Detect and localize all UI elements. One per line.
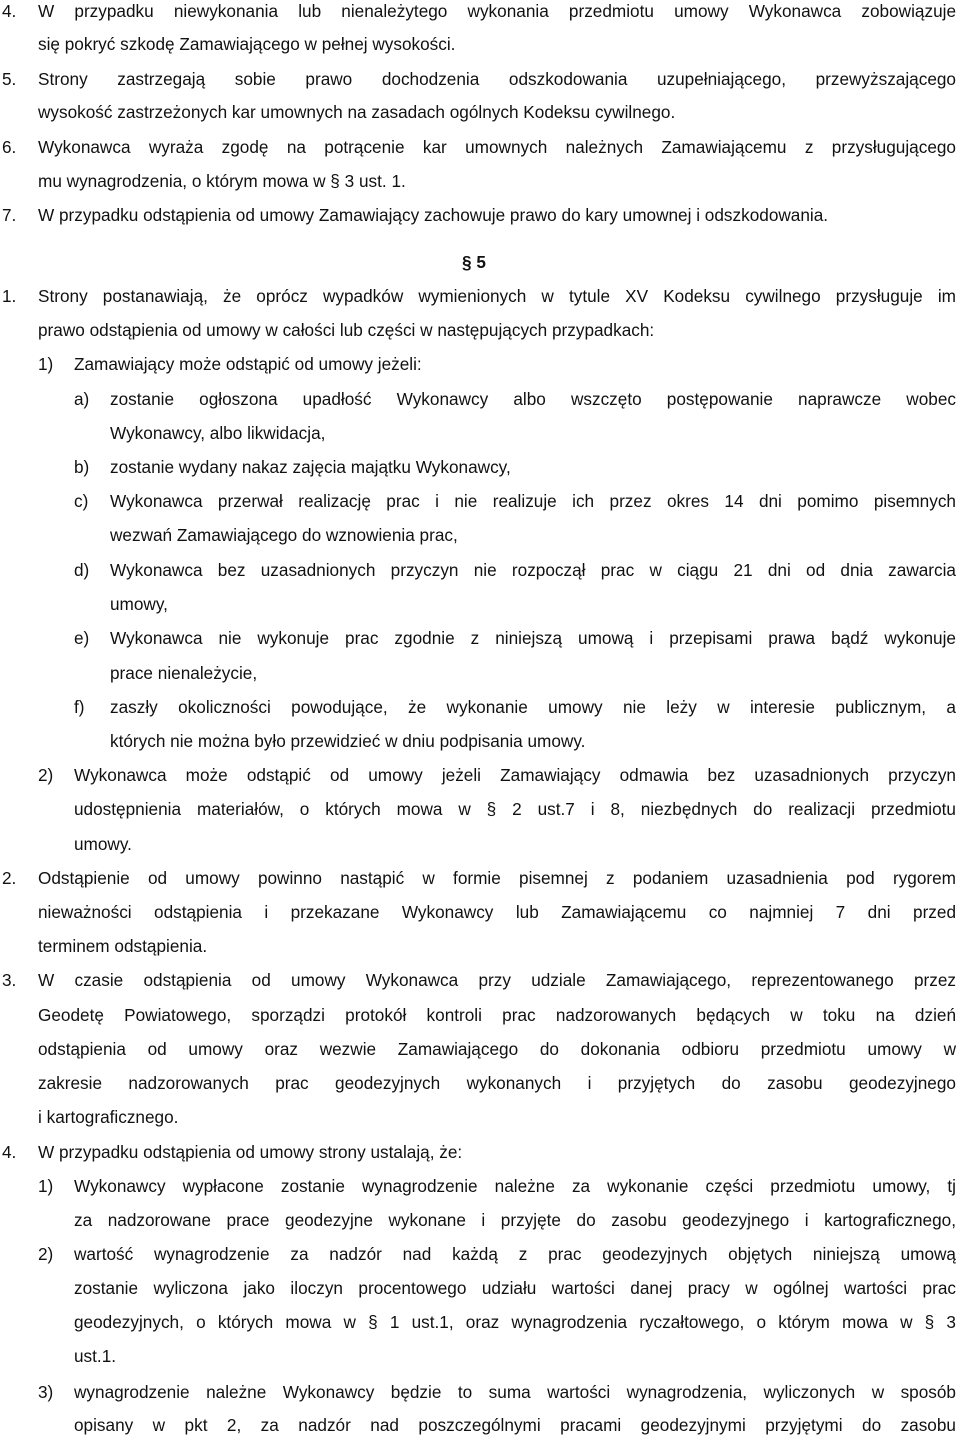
paragraph-line: zostanie wydany nakaz zajęcia majątku Wykonawcy,	[110, 457, 511, 477]
paragraph-line: umowy,	[110, 594, 168, 614]
section-heading: § 5	[462, 252, 486, 272]
paragraph-line: i kartograficznego.	[38, 1107, 179, 1127]
paragraph-line: umowy.	[74, 834, 132, 854]
paragraph-line: Wykonawca przerwał realizację prac i nie realizuje ich przez okres 14 dni pomimo pisemnych	[110, 491, 956, 511]
item-letter: b)	[74, 457, 90, 477]
item-number: 1.	[2, 286, 17, 306]
paragraph-line: prawo odstąpienia od umowy w całości lub części w następujących przypadkach:	[38, 320, 655, 340]
paragraph-line: się pokryć szkodę Zamawiającego w pełnej wysokości.	[38, 34, 456, 54]
paragraph-line: Wykonawca bez uzasadnionych przyczyn nie rozpoczął prac w ciągu 21 dni od dnia zawarcia	[110, 560, 956, 580]
paragraph-line: opisany w pkt 2, za nadzór nad poszczególnymi pracami geodezyjnymi przyjętymi do zasobu	[74, 1415, 956, 1435]
paragraph-line: mu wynagrodzenia, o którym mowa w § 3 ust. 1.	[38, 171, 406, 191]
paragraph-line: W czasie odstąpienia od umowy Wykonawca przy udziale Zamawiającego, reprezentowanego przez	[38, 970, 956, 990]
item-letter: d)	[74, 560, 90, 580]
item-number: 3)	[38, 1382, 54, 1402]
item-letter: c)	[74, 491, 89, 511]
item-number: 1)	[38, 1176, 54, 1196]
paragraph-line: wartość wynagrodzenie za nadzór nad każdą z prac geodezyjnych objętych niniejszą umową	[74, 1244, 956, 1264]
paragraph-line: wynagrodzenie należne Wykonawcy będzie to suma wartości wynagrodzenia, wyliczonych w sposób	[74, 1382, 956, 1402]
paragraph-line: nieważności odstąpienia i przekazane Wykonawcy lub Zamawiającemu co najmniej 7 dni przed	[38, 902, 956, 922]
paragraph-line: Odstąpienie od umowy powinno nastąpić w formie pisemnej z podaniem uzasadnienia pod rygorem	[38, 868, 956, 888]
paragraph-line: Geodetę Powiatowego, sporządzi protokół kontroli prac nadzorowanych będących w toku na dzień	[38, 1005, 956, 1025]
item-number: 2.	[2, 868, 17, 888]
item-letter: e)	[74, 628, 90, 648]
item-number: 4.	[2, 1, 17, 21]
paragraph-line: zakresie nadzorowanych prac geodezyjnych wykonanych i przyjętych do zasobu geodezyjnego	[38, 1073, 956, 1093]
paragraph-line: wezwań Zamawiającego do wznowienia prac,	[110, 525, 458, 545]
item-number: 4.	[2, 1142, 17, 1162]
paragraph-line: udostępnienia materiałów, o których mowa w § 2 ust.7 i 8, niezbędnych do realizacji przedmiotu	[74, 799, 956, 819]
paragraph-line: prace nienależycie,	[110, 663, 258, 683]
paragraph-line: odstąpienia od umowy oraz wezwie Zamawiającego do dokonania odbioru przedmiotu umowy w	[38, 1039, 956, 1059]
paragraph-line: których nie można było przewidzieć w dniu podpisania umowy.	[110, 731, 586, 751]
paragraph-line: Wykonawca nie wykonuje prac zgodnie z niniejszą umową i przepisami prawa bądź wykonuje	[110, 628, 956, 648]
paragraph-line: Strony zastrzegają sobie prawo dochodzenia odszkodowania uzupełniającego, przewyższającego	[38, 69, 956, 89]
item-number: 1)	[38, 354, 54, 374]
paragraph-line: W przypadku odstąpienia od umowy Zamawiający zachowuje prawo do kary umownej i odszkodowania.	[38, 205, 829, 225]
paragraph-line: Wykonawca wyraża zgodę na potrącenie kar umownych należnych Zamawiającemu z przysługującego	[38, 137, 956, 157]
paragraph-line: ust.1.	[74, 1346, 117, 1366]
paragraph-line: geodezyjnych, o których mowa w § 1 ust.1, oraz wynagrodzenia ryczałtowego, o którym mowa w § 3	[74, 1312, 956, 1332]
paragraph-line: Wykonawca może odstąpić od umowy jeżeli Zamawiający odmawia bez uzasadnionych przyczyn	[74, 765, 956, 785]
paragraph-line: za nadzorowane prace geodezyjne wykonane i przyjęte do zasobu geodezyjnego i kartograficznego,	[74, 1210, 956, 1230]
paragraph-line: terminem odstąpienia.	[38, 936, 208, 956]
paragraph-line: zostanie wyliczona jako iloczyn procentowego udziału wartości danej pracy w ogólnej wartości prac	[74, 1278, 956, 1298]
item-number: 5.	[2, 69, 17, 89]
paragraph-line: Wykonawcy, albo likwidacja,	[110, 423, 326, 443]
item-number: 3.	[2, 970, 17, 990]
item-number: 2)	[38, 1244, 54, 1264]
paragraph-line: zostanie ogłoszona upadłość Wykonawcy albo wszczęto postępowanie naprawcze wobec	[110, 389, 956, 409]
item-letter: f)	[74, 697, 85, 717]
paragraph-line: W przypadku niewykonania lub nienależytego wykonania przedmiotu umowy Wykonawca zobowiązuje	[38, 1, 956, 21]
paragraph-line: zaszły okoliczności powodujące, że wykonanie umowy nie leży w interesie publicznym, a	[110, 697, 956, 717]
paragraph-line: W przypadku odstąpienia od umowy strony ustalają, że:	[38, 1142, 463, 1162]
paragraph-line: Strony postanawiają, że oprócz wypadków wymienionych w tytule XV Kodeksu cywilnego przysługuje im	[38, 286, 956, 306]
item-number: 6.	[2, 137, 17, 157]
item-letter: a)	[74, 389, 90, 409]
paragraph-line: Zamawiający może odstąpić od umowy jeżeli:	[74, 354, 422, 374]
item-number: 7.	[2, 205, 17, 225]
item-number: 2)	[38, 765, 54, 785]
paragraph-line: Wykonawcy wypłacone zostanie wynagrodzenie należne za wykonanie części przedmiotu umowy, tj	[74, 1176, 956, 1196]
paragraph-line: wysokość zastrzeżonych kar umownych na zasadach ogólnych Kodeksu cywilnego.	[38, 102, 676, 122]
